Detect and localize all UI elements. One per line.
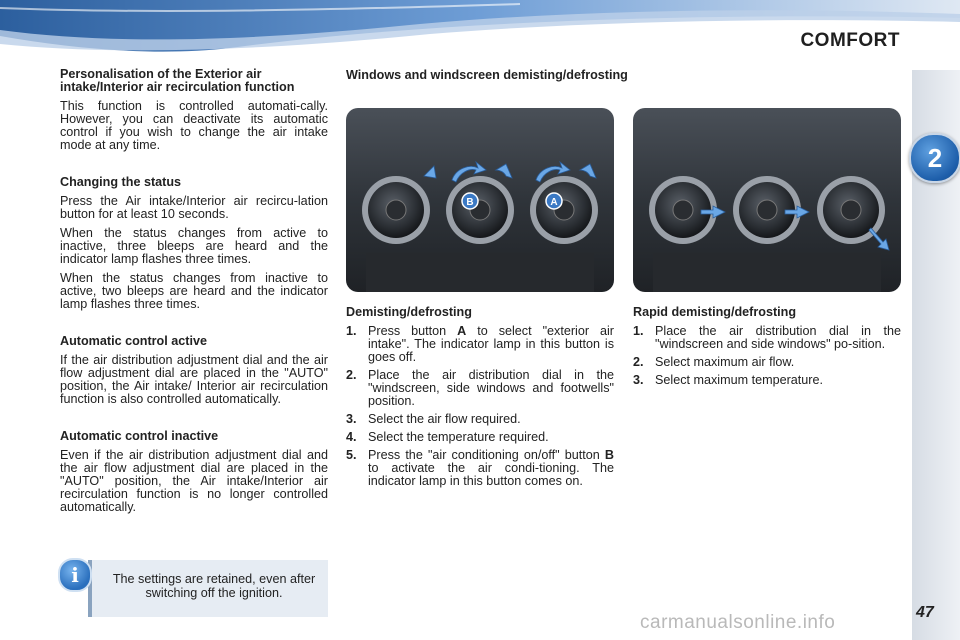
distribution-dial [530,176,598,244]
list-item: 4. Select the temperature required. [346,430,549,444]
rapid-demisting-steps [633,325,901,387]
svg-text:B: B [466,197,474,208]
demisting-heading: Demisting/defrosting [346,305,472,319]
control-panel-photo-rapid [633,108,901,292]
rapid-demisting-column [633,306,901,392]
auto-active-heading: Automatic control active [60,334,207,348]
button-a-label: A [457,324,467,338]
personalisation-body: This function is controlled automati-cally. However, you can deactivate its automatic control if you wish to change the air intake mode at any time. [60,99,328,152]
section-title: COMFORT [800,30,900,51]
watermark: carmanualsonline.info [640,612,836,633]
info-icon: i [58,558,92,592]
personalisation-heading: Personalisation of the Exterior air intake/Interior air recirculation function [60,67,295,94]
button-b-marker [462,193,478,209]
changing-status-body-2: When the status changes from active to inactive, three bleeps are heard and the indicator lamp flashes three times. [60,226,328,266]
rapid-demisting-heading: Rapid demisting/defrosting [633,305,797,319]
demisting-section-title: Windows and windscreen demisting/defrosting [346,68,628,82]
changing-status-body-1: Press the Air intake/Interior air recircu-lation button for at least 10 seconds. [60,194,328,221]
page-number: 47 [916,604,934,621]
list-item: 1. Place the air distribution dial in the "windscreen and side windows" po-sition. [633,324,901,351]
list-item: 5. Press the "air conditioning on/off" button B to activate the air condi-tioning. The indicator lamp in this button comes on. [346,448,614,488]
auto-inactive-body: Even if the air distribution adjustment dial and the air flow adjustment dial are placed in the "AUTO" position, the Air intake/Interior air recirculation function is no longer controlled automatically. [60,448,328,514]
auto-inactive-heading: Automatic control inactive [60,429,219,443]
button-b-label: B [604,448,614,462]
temperature-dial [362,176,430,244]
changing-status-heading: Changing the status [60,175,182,189]
list-item: 1. Press button A to select "exterior air intake". The indicator lamp in this button is goes off. [346,324,614,364]
info-note-text: The settings are retained, even after switching off the ignition. [112,572,316,600]
page-header [0,0,960,62]
chapter-badge: 2 [909,133,960,183]
svg-text:A: A [550,197,558,208]
changing-status-body-3: When the status changes from inactive to active, two bleeps are heard and the indicator lamp flashes three times. [60,271,328,311]
control-panel-photo-demisting [346,108,614,292]
fan-dial [446,176,514,244]
left-column [60,68,328,520]
info-note [71,560,328,617]
demisting-steps [346,325,614,488]
list-item: 3. Select the air flow required. [346,412,521,426]
button-a-marker [546,193,562,209]
auto-active-body: If the air distribution adjustment dial and the air flow adjustment dial are placed in the "AUTO" position, the Air intake/ Interior air recirculation function is also controlled automatically. [60,353,328,406]
demisting-column [346,306,614,493]
list-item: 2. Place the air distribution dial in the "windscreen, side windows and footwells" position. [346,368,614,408]
list-item: 2. Select maximum air flow. [633,355,795,369]
list-item: 3. Select maximum temperature. [633,373,823,387]
